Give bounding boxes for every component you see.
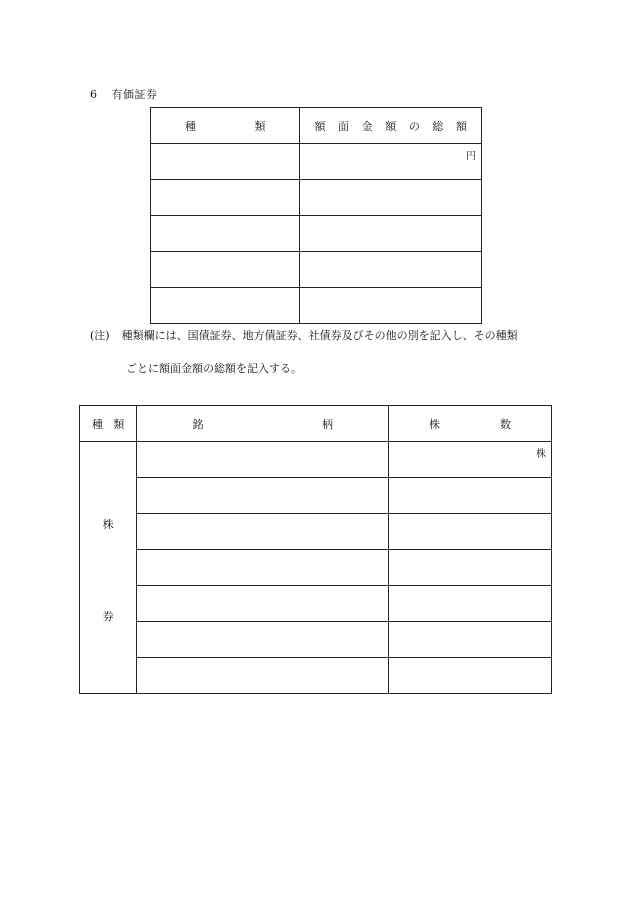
- table-header-row: [80, 406, 552, 442]
- stocks-table: [79, 405, 552, 694]
- note-line-2: ごとに額面金額の総額を記入する。: [126, 362, 302, 375]
- section-number: 6: [90, 88, 98, 101]
- table-row: [151, 288, 482, 324]
- table-row: [80, 622, 552, 658]
- header-type: 種 類: [151, 108, 300, 144]
- issue-name-cell[interactable]: [137, 586, 389, 622]
- header-face-value-total: 額 面 金 額 の 総 額: [300, 108, 482, 144]
- securities-table: [150, 107, 482, 324]
- note-tag: (注): [90, 329, 110, 342]
- share-count-cell[interactable]: [388, 514, 551, 550]
- table-row: [80, 586, 552, 622]
- issue-name-cell[interactable]: [137, 442, 389, 478]
- table-row: [151, 216, 482, 252]
- amount-cell[interactable]: [300, 252, 482, 288]
- table-row: [151, 180, 482, 216]
- note-text-1: 種類欄には、国債証券、地方債証券、社債券及びその他の別を記入し、その種類: [121, 329, 518, 342]
- category-char-2: 券: [102, 610, 114, 623]
- type-cell[interactable]: [151, 216, 300, 252]
- share-count-cell[interactable]: [388, 478, 551, 514]
- issue-name-cell[interactable]: [137, 514, 389, 550]
- table-header-row: [151, 108, 482, 144]
- table-row: [151, 144, 482, 180]
- section-title: 有価証券: [111, 88, 158, 101]
- issue-name-cell[interactable]: [137, 550, 389, 586]
- table-row: [80, 658, 552, 694]
- header-type: 種 類: [80, 406, 137, 442]
- issue-name-cell[interactable]: [137, 478, 389, 514]
- header-issue-name: 銘 柄: [137, 406, 389, 442]
- type-cell[interactable]: [151, 180, 300, 216]
- share-count-cell[interactable]: [388, 622, 551, 658]
- amount-cell[interactable]: [300, 180, 482, 216]
- note-line-1: [90, 327, 518, 343]
- share-count-cell[interactable]: [388, 550, 551, 586]
- table-row: [80, 550, 552, 586]
- share-count-cell[interactable]: [388, 442, 551, 478]
- type-cell[interactable]: [151, 252, 300, 288]
- issue-name-cell[interactable]: [137, 658, 389, 694]
- amount-cell[interactable]: [300, 288, 482, 324]
- category-cell-stock-certificates: [80, 442, 137, 694]
- issue-name-cell[interactable]: [137, 622, 389, 658]
- type-cell[interactable]: [151, 288, 300, 324]
- share-count-cell[interactable]: [388, 586, 551, 622]
- table-row: [80, 478, 552, 514]
- table-row: [80, 514, 552, 550]
- amount-cell[interactable]: [300, 216, 482, 252]
- share-unit: 株: [536, 449, 546, 460]
- category-char-1: 株: [102, 518, 114, 531]
- type-cell[interactable]: [151, 144, 300, 180]
- table-row: [151, 252, 482, 288]
- yen-unit: 円: [466, 151, 476, 162]
- amount-cell[interactable]: [300, 144, 482, 180]
- share-count-cell[interactable]: [388, 658, 551, 694]
- table-row: [80, 442, 552, 478]
- section-heading: [90, 86, 158, 102]
- header-share-count: 株 数: [388, 406, 551, 442]
